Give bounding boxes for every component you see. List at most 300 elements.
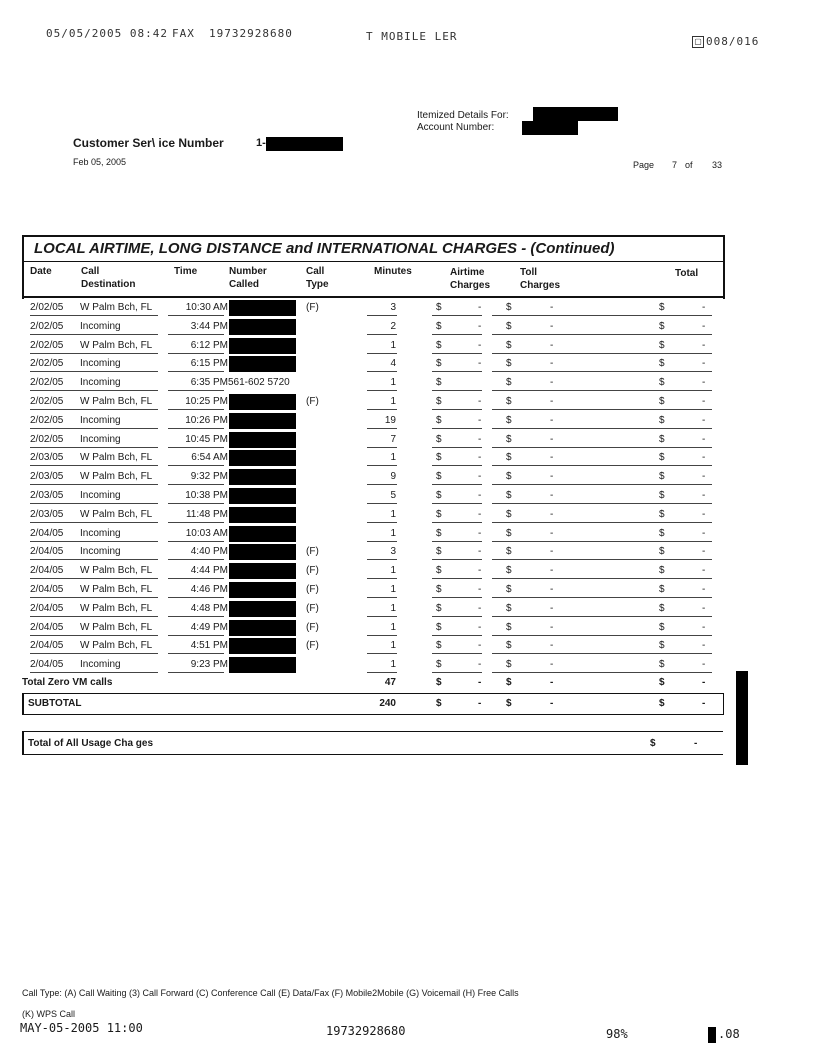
cell-total: -	[702, 320, 706, 332]
row-underline	[367, 371, 397, 372]
header-destination-line2: Destination	[81, 279, 136, 290]
cell-dest: Incoming	[80, 659, 121, 671]
cell-time: 10:03 AM	[185, 527, 228, 539]
cell-air: -	[478, 358, 482, 370]
cell-date: 2/04/05	[30, 527, 64, 539]
cell-time: 10:38 PM	[185, 490, 228, 501]
cell-d1: $	[436, 527, 442, 539]
cell-time: 10:30 AM	[185, 302, 228, 313]
row-underline	[168, 522, 224, 523]
total-zero-minutes: 47	[384, 677, 396, 688]
cell-dest: Incoming	[80, 414, 121, 426]
cell-date: 2/04/05	[30, 602, 64, 614]
row-underline	[30, 541, 80, 542]
redacted-number	[229, 507, 296, 523]
footer-page: .08	[718, 1027, 740, 1041]
cell-type: (F)	[306, 396, 319, 407]
redacted-number	[229, 488, 296, 504]
row-underline	[432, 578, 482, 579]
row-underline	[80, 353, 158, 354]
row-underline	[80, 522, 158, 523]
row-underline	[492, 334, 542, 335]
cell-time: 11:48 PM	[185, 508, 228, 520]
row-underline	[652, 653, 712, 654]
row-underline	[432, 559, 482, 560]
subtotal-minutes: 240	[379, 698, 396, 709]
row-underline	[652, 578, 712, 579]
subtotal-total-dollar: $	[659, 698, 665, 709]
cell-number: 561-602 5720	[228, 377, 290, 389]
row-underline	[168, 559, 224, 560]
cell-d1: $	[436, 433, 442, 445]
row-underline	[367, 597, 397, 598]
cell-air: -	[478, 302, 482, 313]
cell-time: 4:46 PM	[190, 584, 228, 595]
row-underline	[168, 409, 224, 410]
subtotal-airtime-dollar: $	[436, 698, 442, 709]
charges-table	[22, 235, 722, 765]
table-row	[22, 525, 723, 544]
cell-d1: $	[436, 377, 442, 389]
fax-page-icon: ▢	[692, 36, 704, 48]
cell-d3: $	[659, 433, 665, 445]
header-number	[229, 265, 267, 291]
cell-minutes: 1	[390, 452, 396, 464]
cell-d2: $	[506, 302, 512, 313]
redacted-number	[229, 394, 296, 410]
redacted-account-number	[522, 121, 578, 135]
row-underline	[367, 522, 397, 523]
cell-minutes: 1	[390, 659, 396, 671]
redacted-number	[229, 620, 296, 636]
cell-d1: $	[436, 471, 442, 483]
redacted-number	[229, 450, 296, 466]
cell-dest: W Palm Bch, FL	[80, 602, 153, 614]
row-underline	[168, 334, 224, 335]
row-underline	[432, 465, 482, 466]
cell-toll: -	[550, 527, 554, 539]
cell-d1: $	[436, 358, 442, 370]
redacted-number	[229, 582, 296, 598]
cell-d3: $	[659, 490, 665, 501]
cell-d3: $	[659, 339, 665, 351]
cell-air: -	[478, 621, 482, 633]
cell-air: -	[478, 508, 482, 520]
row-underline	[652, 334, 712, 335]
cell-type: (F)	[306, 584, 319, 595]
cell-d1: $	[436, 320, 442, 332]
table-row	[22, 393, 723, 412]
cell-toll: -	[550, 377, 554, 389]
row-underline	[652, 465, 712, 466]
redacted-number	[229, 338, 296, 354]
row-underline	[367, 503, 397, 504]
row-underline	[80, 447, 158, 448]
row-underline	[492, 559, 542, 560]
row-underline	[30, 334, 80, 335]
cell-toll: -	[550, 584, 554, 595]
row-underline	[432, 447, 482, 448]
fax-page-number: 008/016	[706, 35, 760, 48]
table-row	[22, 299, 723, 318]
table-row	[22, 543, 723, 562]
cell-air: -	[478, 546, 482, 558]
footer-page-mark	[708, 1027, 716, 1043]
cell-date: 2/02/05	[30, 414, 64, 426]
cell-dest: W Palm Bch, FL	[80, 508, 153, 520]
row-underline	[168, 541, 224, 542]
cell-d2: $	[506, 640, 512, 652]
cell-total: -	[702, 452, 706, 464]
cell-minutes: 1	[390, 621, 396, 633]
row-underline	[652, 315, 712, 316]
cell-dest: W Palm Bch, FL	[80, 565, 153, 577]
row-underline	[30, 315, 80, 316]
row-underline	[80, 409, 158, 410]
redacted-service-number	[266, 137, 343, 151]
cell-type: (F)	[306, 565, 319, 577]
cell-dest: Incoming	[80, 358, 121, 370]
row-underline	[30, 597, 80, 598]
cell-total: -	[702, 358, 706, 370]
row-underline	[30, 465, 80, 466]
header-toll-line1: Toll	[520, 267, 538, 278]
cell-toll: -	[550, 640, 554, 652]
redacted-number	[229, 563, 296, 579]
row-underline	[492, 409, 542, 410]
cell-dest: W Palm Bch, FL	[80, 302, 153, 313]
row-underline	[652, 597, 712, 598]
row-underline	[30, 428, 80, 429]
cell-dest: W Palm Bch, FL	[80, 584, 153, 595]
row-underline	[432, 503, 482, 504]
cell-minutes: 1	[390, 527, 396, 539]
cell-air: -	[478, 320, 482, 332]
row-underline	[168, 597, 224, 598]
table-row	[22, 374, 723, 393]
table-title-text: LOCAL AIRTIME, LONG DISTANCE and INTERNATIONAL CHARGES	[34, 240, 518, 257]
cell-date: 2/04/05	[30, 621, 64, 633]
row-underline	[652, 559, 712, 560]
row-underline	[367, 653, 397, 654]
cell-dest: Incoming	[80, 546, 121, 558]
cell-d3: $	[659, 396, 665, 407]
cell-dest: W Palm Bch, FL	[80, 339, 153, 351]
header-minutes: Minutes	[374, 266, 412, 277]
cell-time: 10:25 PM	[185, 396, 228, 407]
itemized-details-label: Itemized Details For:	[417, 110, 509, 121]
row-underline	[367, 635, 397, 636]
row-underline	[80, 597, 158, 598]
cell-air: -	[478, 640, 482, 652]
cell-time: 4:40 PM	[190, 546, 228, 558]
row-underline	[652, 428, 712, 429]
cell-date: 2/03/05	[30, 471, 64, 483]
row-underline	[652, 390, 712, 391]
row-underline	[30, 371, 80, 372]
table-row	[22, 637, 723, 656]
customer-service-label: Customer Ser\ ice Number	[73, 136, 224, 150]
cell-time: 9:23 PM	[190, 659, 228, 671]
total-zero-toll-dollar: $	[506, 677, 512, 688]
header-date: Date	[30, 266, 52, 277]
subtotal-airtime: -	[478, 698, 482, 709]
subtotal-label: SUBTOTAL	[28, 698, 82, 709]
row-underline	[492, 353, 542, 354]
redacted-number	[229, 526, 296, 542]
cell-air: -	[478, 659, 482, 671]
cell-d3: $	[659, 640, 665, 652]
header-number-line1: Number	[229, 266, 267, 277]
total-zero-vm-row	[22, 674, 723, 693]
row-underline	[80, 484, 158, 485]
cell-time: 6:54 AM	[191, 452, 228, 464]
row-underline	[432, 597, 482, 598]
row-underline	[652, 503, 712, 504]
cell-time: 4:49 PM	[190, 621, 228, 633]
cell-dest: W Palm Bch, FL	[80, 452, 153, 464]
table-row	[22, 487, 723, 506]
cell-d1: $	[436, 452, 442, 464]
redacted-number	[229, 469, 296, 485]
header-number-line2: Called	[229, 279, 260, 290]
cell-minutes: 19	[384, 414, 396, 426]
cell-air: -	[478, 433, 482, 445]
cell-toll: -	[550, 508, 554, 520]
customer-service-prefix: 1-	[256, 137, 266, 149]
row-underline	[432, 653, 482, 654]
row-underline	[30, 653, 80, 654]
table-row	[22, 337, 723, 356]
cell-total: -	[702, 490, 706, 501]
cell-toll: -	[550, 320, 554, 332]
table-row	[22, 431, 723, 450]
row-underline	[80, 541, 158, 542]
cell-d3: $	[659, 659, 665, 671]
row-underline	[652, 635, 712, 636]
cell-air: -	[478, 584, 482, 595]
cell-d3: $	[659, 621, 665, 633]
subtotal-total: -	[702, 698, 706, 709]
cell-d1: $	[436, 490, 442, 501]
cell-toll: -	[550, 621, 554, 633]
row-underline	[80, 559, 158, 560]
row-underline	[652, 409, 712, 410]
cell-d3: $	[659, 414, 665, 426]
cell-minutes: 1	[390, 640, 396, 652]
redacted-number	[229, 432, 296, 448]
header-airtime	[450, 266, 490, 292]
cell-type: (F)	[306, 302, 319, 313]
row-underline	[432, 390, 482, 391]
cell-toll: -	[550, 433, 554, 445]
cell-type: (F)	[306, 602, 319, 614]
row-underline	[492, 315, 542, 316]
footer-percent: 98%	[606, 1027, 628, 1041]
cell-air: -	[478, 565, 482, 577]
row-underline	[652, 447, 712, 448]
cell-d1: $	[436, 339, 442, 351]
cell-d2: $	[506, 508, 512, 520]
cell-total: -	[702, 602, 706, 614]
cell-minutes: 1	[390, 584, 396, 595]
footer-datetime: MAY-05-2005 11:00	[20, 1021, 143, 1035]
table-row	[22, 506, 723, 525]
cell-d1: $	[436, 640, 442, 652]
cell-air: -	[478, 396, 482, 407]
cell-minutes: 7	[390, 433, 396, 445]
cell-dest: Incoming	[80, 527, 121, 539]
row-underline	[432, 315, 482, 316]
row-underline	[80, 635, 158, 636]
row-underline	[168, 616, 224, 617]
header-airtime-line1: Airtime	[450, 267, 485, 278]
cell-minutes: 1	[390, 339, 396, 351]
row-underline	[432, 484, 482, 485]
row-underline	[492, 541, 542, 542]
row-underline	[652, 484, 712, 485]
redacted-name	[533, 107, 618, 121]
cell-minutes: 3	[390, 302, 396, 313]
row-underline	[80, 465, 158, 466]
cell-dest: W Palm Bch, FL	[80, 471, 153, 483]
cell-minutes: 1	[390, 602, 396, 614]
row-underline	[30, 353, 80, 354]
fax-sender: T MOBILE LER	[366, 30, 458, 43]
row-underline	[80, 390, 158, 391]
row-underline	[367, 559, 397, 560]
cell-d2: $	[506, 565, 512, 577]
row-underline	[652, 353, 712, 354]
row-underline	[652, 522, 712, 523]
cell-d3: $	[659, 302, 665, 313]
cell-total: -	[702, 640, 706, 652]
total-zero-airtime-dollar: $	[436, 677, 442, 688]
cell-dest: Incoming	[80, 320, 121, 332]
cell-total: -	[702, 621, 706, 633]
row-underline	[30, 559, 80, 560]
row-underline	[432, 428, 482, 429]
cell-d1: $	[436, 584, 442, 595]
row-underline	[492, 503, 542, 504]
cell-date: 2/02/05	[30, 377, 64, 389]
cell-dest: Incoming	[80, 377, 121, 389]
cell-date: 2/02/05	[30, 302, 64, 313]
row-underline	[492, 578, 542, 579]
cell-time: 4:44 PM	[190, 565, 228, 577]
redacted-number	[229, 544, 296, 560]
fax-datetime: 05/05/2005 08:42	[46, 27, 168, 40]
cell-time: 6:35 PM	[190, 377, 228, 389]
cell-d3: $	[659, 602, 665, 614]
row-underline	[432, 522, 482, 523]
row-underline	[367, 465, 397, 466]
cell-date: 2/02/05	[30, 358, 64, 370]
table-row	[22, 600, 723, 619]
header-divider	[22, 296, 723, 298]
row-underline	[168, 635, 224, 636]
row-underline	[30, 503, 80, 504]
cell-toll: -	[550, 471, 554, 483]
cell-d2: $	[506, 433, 512, 445]
cell-minutes: 1	[390, 396, 396, 407]
table-row	[22, 619, 723, 638]
cell-date: 2/04/05	[30, 565, 64, 577]
total-zero-airtime: -	[478, 677, 482, 688]
cell-time: 10:26 PM	[185, 414, 228, 426]
subtotal-toll: -	[550, 698, 554, 709]
cell-dest: W Palm Bch, FL	[80, 621, 153, 633]
footer-number: 19732928680	[326, 1024, 406, 1038]
table-row	[22, 562, 723, 581]
cell-d1: $	[436, 621, 442, 633]
row-underline	[652, 616, 712, 617]
cell-d1: $	[436, 302, 442, 313]
row-underline	[432, 635, 482, 636]
row-underline	[80, 578, 158, 579]
row-underline	[367, 409, 397, 410]
row-underline	[652, 371, 712, 372]
cell-toll: -	[550, 659, 554, 671]
row-underline	[367, 484, 397, 485]
row-underline	[168, 390, 224, 391]
cell-air: -	[478, 490, 482, 501]
cell-date: 2/02/05	[30, 320, 64, 332]
row-underline	[168, 484, 224, 485]
row-underline	[432, 353, 482, 354]
row-underline	[168, 447, 224, 448]
row-underline	[30, 616, 80, 617]
cell-date: 2/04/05	[30, 546, 64, 558]
cell-minutes: 3	[390, 546, 396, 558]
row-underline	[80, 616, 158, 617]
cell-total: -	[702, 339, 706, 351]
row-underline	[80, 315, 158, 316]
cell-air: -	[478, 339, 482, 351]
cell-toll: -	[550, 302, 554, 313]
row-underline	[30, 409, 80, 410]
redacted-number	[229, 657, 296, 673]
cell-d3: $	[659, 584, 665, 595]
row-underline	[168, 371, 224, 372]
header-call-type-line1: Call	[306, 266, 325, 277]
row-underline	[492, 653, 542, 654]
row-underline	[80, 428, 158, 429]
cell-time: 6:15 PM	[190, 358, 228, 370]
usage-total-value: -	[694, 738, 698, 749]
cell-d2: $	[506, 339, 512, 351]
row-underline	[432, 541, 482, 542]
table-row	[22, 468, 723, 487]
cell-total: -	[702, 659, 706, 671]
cell-d3: $	[659, 527, 665, 539]
cell-total: -	[702, 546, 706, 558]
cell-air: -	[478, 527, 482, 539]
header-call-type	[306, 265, 329, 291]
fax-label: FAX	[172, 27, 195, 40]
cell-d2: $	[506, 414, 512, 426]
header-destination	[81, 265, 135, 291]
row-underline	[30, 635, 80, 636]
usage-total-dollar: $	[650, 738, 656, 749]
cell-d2: $	[506, 602, 512, 614]
table-row	[22, 581, 723, 600]
usage-total-row	[22, 735, 723, 754]
cell-time: 9:32 PM	[190, 471, 228, 483]
redacted-number	[229, 300, 296, 316]
row-underline	[80, 653, 158, 654]
total-zero-label: Total Zero VM calls	[22, 677, 113, 688]
